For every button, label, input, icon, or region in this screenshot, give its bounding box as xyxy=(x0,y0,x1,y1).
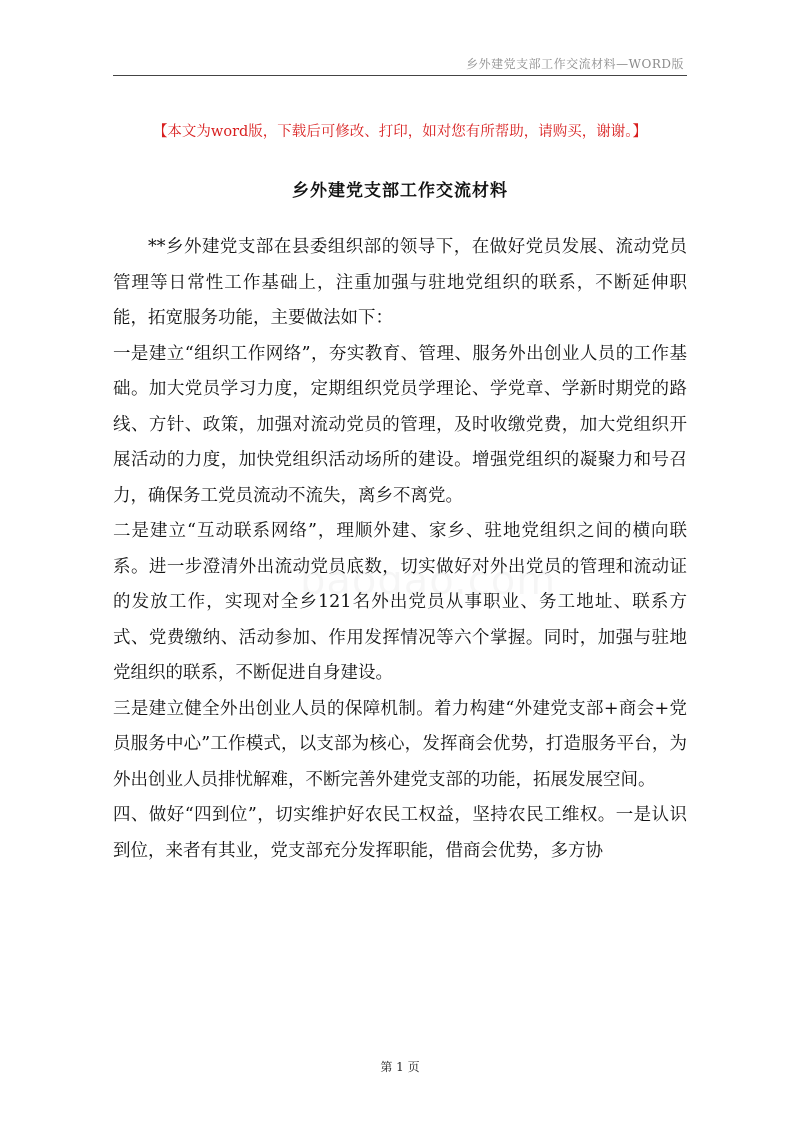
paragraph-point-2: 二是建立“互动联系网络”，理顺外建、家乡、驻地党组织之间的横向联系。进一步澄清外出流动党员底数，切实做好对外出党员的管理和流动证的发放工作，实现对全乡121名外出党员从事职业、务工地址、联系方式、党费缴纳、活动参加、作用发挥情况等六个掌握。同时，加强与驻地党组织的联系，不断促进自身建设。 xyxy=(113,521,687,683)
paragraph-intro: **乡外建党支部在县委组织部的领导下，在做好党员发展、流动党员管理等日常性工作基础上，注重加强与驻地党组织的联系，不断延伸职能，拓宽服务功能，主要做法如下： xyxy=(113,237,687,328)
document-body xyxy=(113,230,687,869)
paragraph-point-3: 三是建立健全外出创业人员的保障机制。着力构建“外建党支部+商会+党员服务中心”工作模式，以支部为核心，发挥商会优势，打造服务平台，为外出创业人员排忧解难，不断完善外建党支部的功能，拓展发展空间。 xyxy=(113,698,687,790)
download-notice: 【本文为word版，下载后可修改、打印，如对您有所帮助，请购买，谢谢。】 xyxy=(152,124,648,140)
document-title: 乡外建党支部工作交流材料 xyxy=(292,181,508,201)
page-number: 第 1 页 xyxy=(380,1060,420,1074)
paragraph-point-4: 四、做好“四到位”，切实维护好农民工权益，坚持农民工维权。一是认识到位，来者有其业，党支部充分发挥职能，借商会优势，多方协 xyxy=(113,805,687,861)
paragraph-point-1: 一是建立“组织工作网络”，夯实教育、管理、服务外出创业人员的工作基础。加大党员学习力度，定期组织党员学理论、学党章、学新时期党的路线、方针、政策，加强对流动党员的管理，及时收缴党费，加大党组织开展活动的力度，加快党组织活动场所的建设。增强党组织的凝聚力和号召力，确保务工党员流动不流失，离乡不离党。 xyxy=(113,343,687,506)
running-header: 乡外建党支部工作交流材料—WORD版 xyxy=(466,57,684,71)
header-divider xyxy=(113,75,687,76)
